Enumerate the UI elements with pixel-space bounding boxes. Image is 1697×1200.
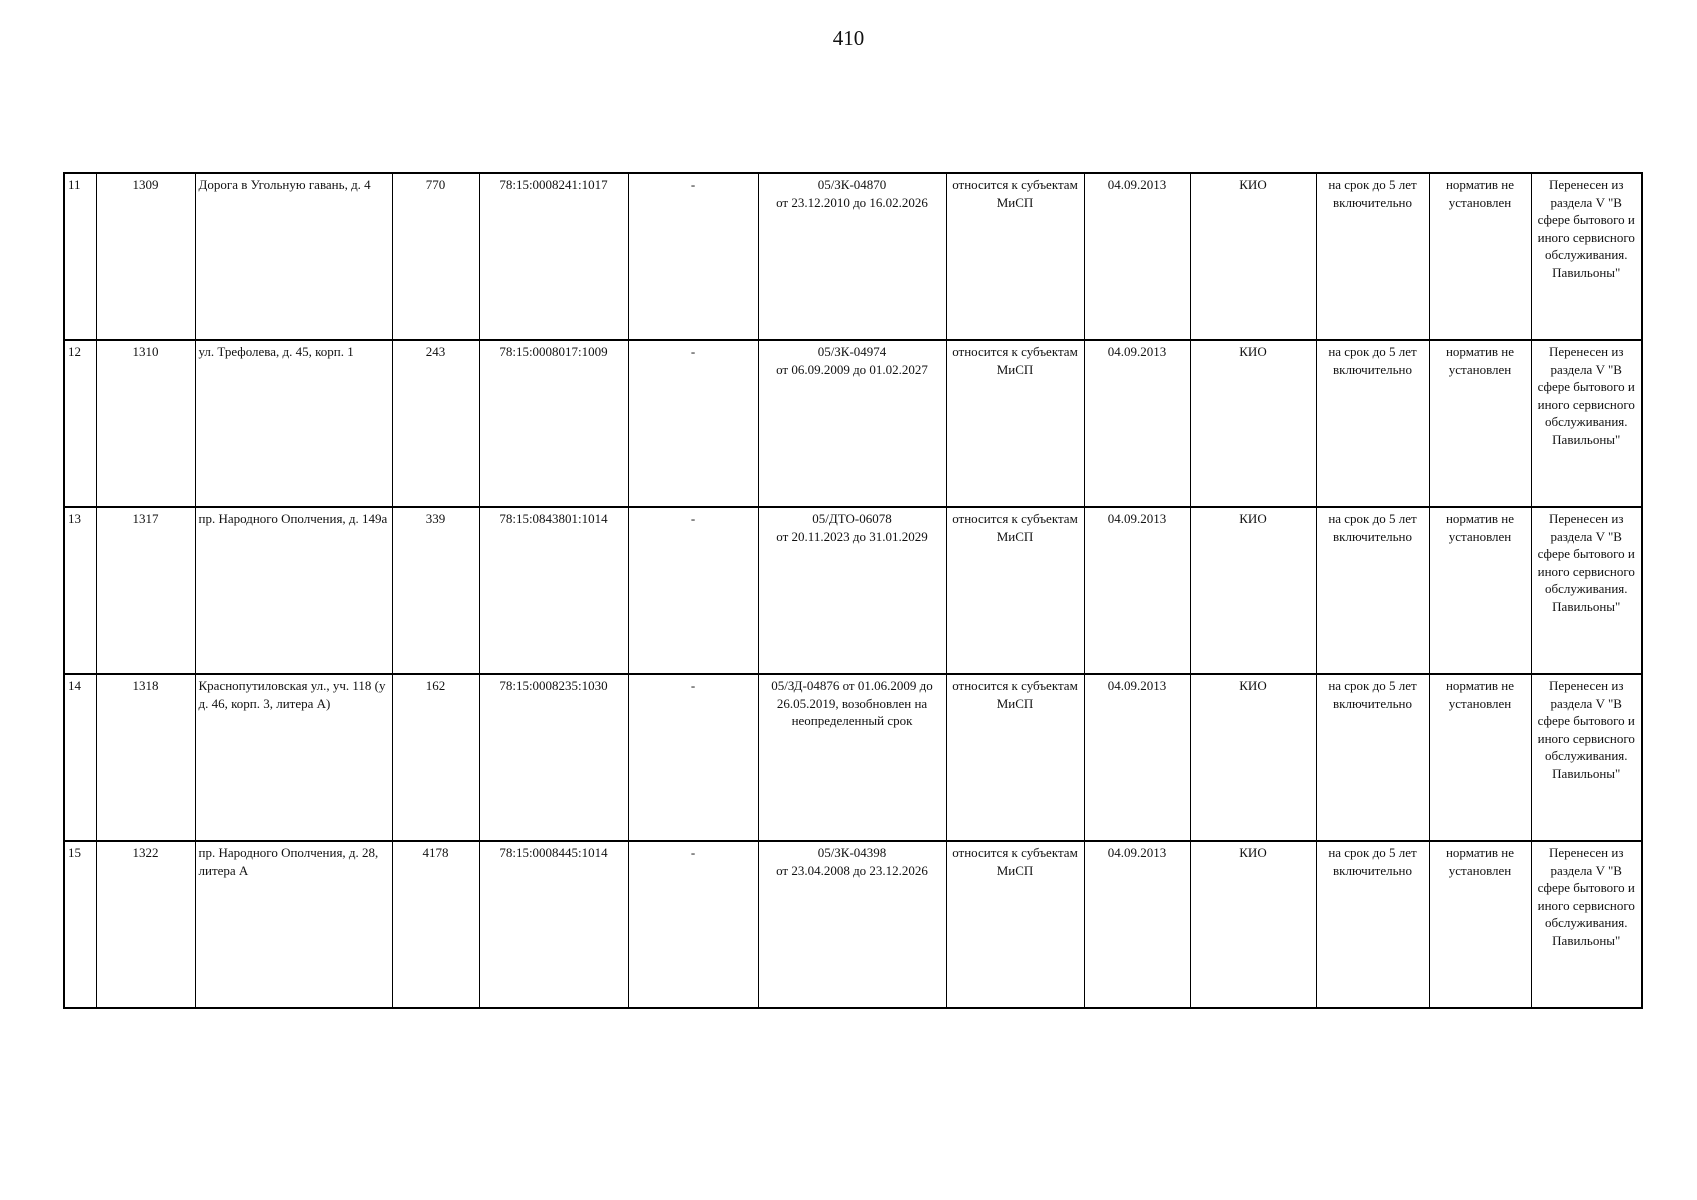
contract: 05/ЗД-04876 от 01.06.2009 до 26.05.2019, возобновлен на неопределенный срок bbox=[758, 674, 946, 841]
term: на срок до 5 лет включительно bbox=[1316, 841, 1429, 1008]
object-id: 1309 bbox=[96, 173, 195, 340]
contract: 05/ЗК-04870 от 23.12.2010 до 16.02.2026 bbox=[758, 173, 946, 340]
row-number: 12 bbox=[64, 340, 96, 507]
empty-value: - bbox=[628, 173, 758, 340]
norm: норматив не установлен bbox=[1429, 841, 1531, 1008]
note: Перенесен из раздела V "В сфере бытового и иного сервисного обслуживания. Павильоны" bbox=[1531, 674, 1642, 841]
object-id: 1318 bbox=[96, 674, 195, 841]
area: 339 bbox=[392, 507, 479, 674]
empty-value: - bbox=[628, 340, 758, 507]
category: относится к субъектам МиСП bbox=[946, 340, 1084, 507]
cadastral-number: 78:15:0008241:1017 bbox=[479, 173, 628, 340]
contract: 05/ЗК-04974 от 06.09.2009 до 01.02.2027 bbox=[758, 340, 946, 507]
inclusion-date: 04.09.2013 bbox=[1084, 674, 1190, 841]
inclusion-date: 04.09.2013 bbox=[1084, 841, 1190, 1008]
authority: КИО bbox=[1190, 841, 1316, 1008]
empty-value: - bbox=[628, 507, 758, 674]
table-row bbox=[64, 340, 1642, 507]
norm: норматив не установлен bbox=[1429, 674, 1531, 841]
contract: 05/ДТО-06078 от 20.11.2023 до 31.01.2029 bbox=[758, 507, 946, 674]
empty-value: - bbox=[628, 841, 758, 1008]
address: Краснопутиловская ул., уч. 118 (у д. 46, корп. 3, литера А) bbox=[195, 674, 392, 841]
area: 4178 bbox=[392, 841, 479, 1008]
cadastral-number: 78:15:0008235:1030 bbox=[479, 674, 628, 841]
term: на срок до 5 лет включительно bbox=[1316, 674, 1429, 841]
row-number: 15 bbox=[64, 841, 96, 1008]
inclusion-date: 04.09.2013 bbox=[1084, 340, 1190, 507]
table-row bbox=[64, 674, 1642, 841]
object-id: 1317 bbox=[96, 507, 195, 674]
term: на срок до 5 лет включительно bbox=[1316, 173, 1429, 340]
area: 243 bbox=[392, 340, 479, 507]
registry-table bbox=[63, 172, 1643, 1009]
table-row bbox=[64, 173, 1642, 340]
inclusion-date: 04.09.2013 bbox=[1084, 173, 1190, 340]
address: Дорога в Угольную гавань, д. 4 bbox=[195, 173, 392, 340]
term: на срок до 5 лет включительно bbox=[1316, 507, 1429, 674]
note: Перенесен из раздела V "В сфере бытового и иного сервисного обслуживания. Павильоны" bbox=[1531, 173, 1642, 340]
page-number: 410 bbox=[832, 26, 865, 50]
row-number: 14 bbox=[64, 674, 96, 841]
norm: норматив не установлен bbox=[1429, 507, 1531, 674]
table-row bbox=[64, 507, 1642, 674]
object-id: 1310 bbox=[96, 340, 195, 507]
note: Перенесен из раздела V "В сфере бытового и иного сервисного обслуживания. Павильоны" bbox=[1531, 507, 1642, 674]
object-id: 1322 bbox=[96, 841, 195, 1008]
address: пр. Народного Ополчения, д. 28, литера А bbox=[195, 841, 392, 1008]
category: относится к субъектам МиСП bbox=[946, 507, 1084, 674]
category: относится к субъектам МиСП bbox=[946, 841, 1084, 1008]
category: относится к субъектам МиСП bbox=[946, 173, 1084, 340]
term: на срок до 5 лет включительно bbox=[1316, 340, 1429, 507]
norm: норматив не установлен bbox=[1429, 173, 1531, 340]
address: пр. Народного Ополчения, д. 149а bbox=[195, 507, 392, 674]
authority: КИО bbox=[1190, 340, 1316, 507]
table-row bbox=[64, 841, 1642, 1008]
row-number: 11 bbox=[64, 173, 96, 340]
note: Перенесен из раздела V "В сфере бытового и иного сервисного обслуживания. Павильоны" bbox=[1531, 841, 1642, 1008]
empty-value: - bbox=[628, 674, 758, 841]
address: ул. Трефолева, д. 45, корп. 1 bbox=[195, 340, 392, 507]
area: 162 bbox=[392, 674, 479, 841]
category: относится к субъектам МиСП bbox=[946, 674, 1084, 841]
authority: КИО bbox=[1190, 674, 1316, 841]
norm: норматив не установлен bbox=[1429, 340, 1531, 507]
contract: 05/ЗК-04398 от 23.04.2008 до 23.12.2026 bbox=[758, 841, 946, 1008]
cadastral-number: 78:15:0843801:1014 bbox=[479, 507, 628, 674]
authority: КИО bbox=[1190, 507, 1316, 674]
cadastral-number: 78:15:0008017:1009 bbox=[479, 340, 628, 507]
cadastral-number: 78:15:0008445:1014 bbox=[479, 841, 628, 1008]
area: 770 bbox=[392, 173, 479, 340]
row-number: 13 bbox=[64, 507, 96, 674]
inclusion-date: 04.09.2013 bbox=[1084, 507, 1190, 674]
note: Перенесен из раздела V "В сфере бытового и иного сервисного обслуживания. Павильоны" bbox=[1531, 340, 1642, 507]
authority: КИО bbox=[1190, 173, 1316, 340]
